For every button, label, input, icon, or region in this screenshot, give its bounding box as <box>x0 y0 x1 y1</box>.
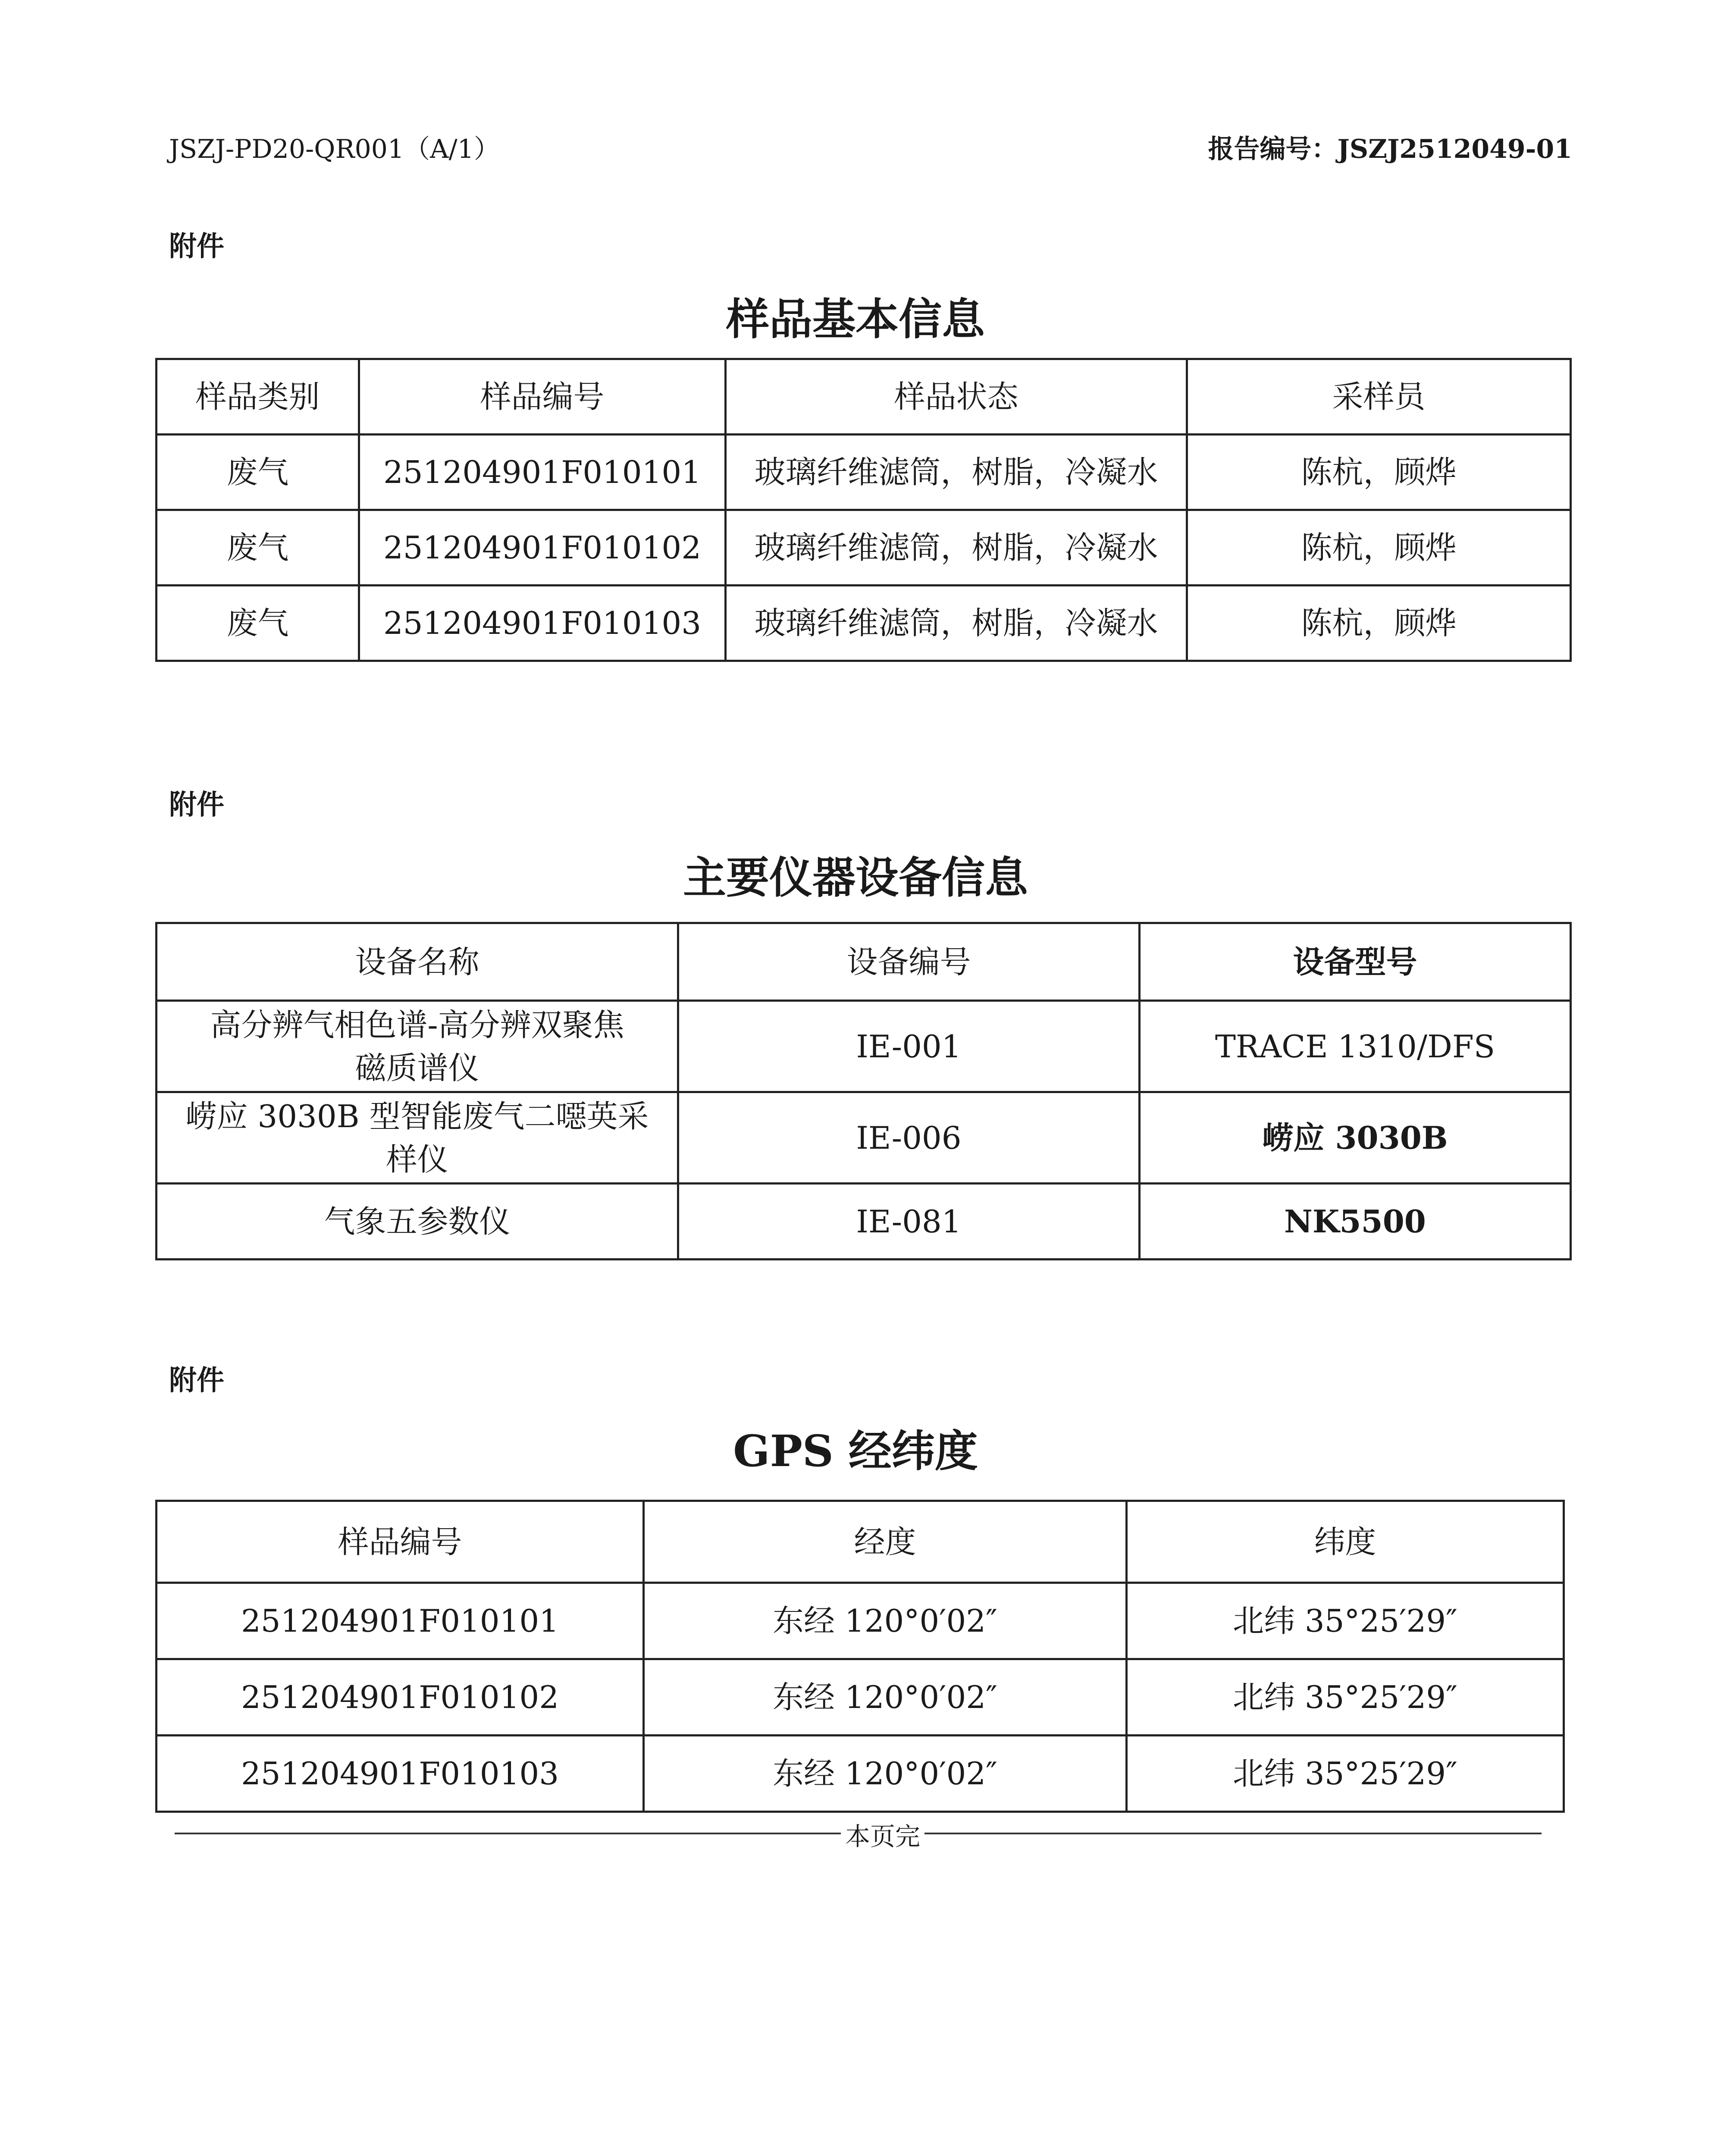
sample-number: 251204901F010101 <box>157 1583 644 1659</box>
attachment-label: 附件 <box>169 231 224 263</box>
table-row <box>157 1659 1564 1736</box>
sample-category: 废气 <box>157 435 359 510</box>
column-header: 样品编号 <box>157 1501 644 1583</box>
sample-info-title: 样品基本信息 <box>726 294 985 345</box>
table-row <box>157 1001 1571 1092</box>
gps-title: GPS 经纬度 <box>733 1426 978 1476</box>
column-header: 样品状态 <box>726 359 1187 435</box>
sample-state: 玻璃纤维滤筒，树脂，冷凝水 <box>726 510 1187 586</box>
table-row <box>157 1736 1564 1812</box>
column-header: 样品编号 <box>359 359 726 435</box>
column-header: 设备型号 <box>1140 923 1571 1001</box>
equipment-name-line: 磁质谱仪 <box>355 1050 479 1086</box>
table-header-row <box>157 359 1571 435</box>
equipment-id: IE-001 <box>678 1001 1140 1092</box>
equipment-model: NK5500 <box>1140 1184 1571 1260</box>
table-row <box>157 1184 1571 1260</box>
sample-number: 251204901F010102 <box>359 510 726 586</box>
table-row <box>157 1092 1571 1184</box>
equipment-name-line: 样仪 <box>386 1141 448 1178</box>
table-header-row <box>157 923 1571 1001</box>
longitude: 东经 120°0′02″ <box>644 1583 1127 1659</box>
sample-info-table <box>155 358 1572 662</box>
table-row <box>157 435 1571 510</box>
table-row <box>157 510 1571 586</box>
equipment-model: TRACE 1310/DFS <box>1140 1001 1571 1092</box>
equipment-model: 崂应 3030B <box>1140 1092 1571 1184</box>
table-row <box>157 586 1571 661</box>
sample-number: 251204901F010103 <box>157 1736 644 1812</box>
sample-number: 251204901F010101 <box>359 435 726 510</box>
sample-number: 251204901F010103 <box>359 586 726 661</box>
column-header: 样品类别 <box>157 359 359 435</box>
sampler: 陈杭，顾烨 <box>1187 510 1571 586</box>
longitude: 东经 120°0′02″ <box>644 1659 1127 1736</box>
latitude: 北纬 35°25′29″ <box>1127 1659 1564 1736</box>
latitude: 北纬 35°25′29″ <box>1127 1736 1564 1812</box>
column-header: 设备名称 <box>157 923 678 1001</box>
equipment-name <box>157 1001 678 1092</box>
latitude: 北纬 35°25′29″ <box>1127 1583 1564 1659</box>
column-header: 经度 <box>644 1501 1127 1583</box>
attachment-label: 附件 <box>169 789 224 821</box>
equipment-info-table <box>155 922 1572 1260</box>
equipment-name-line: 高分辨气相色谱-高分辨双聚焦 <box>210 1006 624 1043</box>
column-header: 采样员 <box>1187 359 1571 435</box>
sample-state: 玻璃纤维滤筒，树脂，冷凝水 <box>726 586 1187 661</box>
sampler: 陈杭，顾烨 <box>1187 586 1571 661</box>
form-code: JSZJ-PD20-QR001（A/1） <box>169 134 500 164</box>
equipment-name-line: 气象五参数仪 <box>324 1203 511 1240</box>
equipment-id: IE-081 <box>678 1184 1140 1260</box>
sample-state: 玻璃纤维滤筒，树脂，冷凝水 <box>726 435 1187 510</box>
longitude: 东经 120°0′02″ <box>644 1736 1127 1812</box>
sample-number: 251204901F010102 <box>157 1659 644 1736</box>
table-row <box>157 1583 1564 1659</box>
equipment-info-title: 主要仪器设备信息 <box>683 852 1028 903</box>
report-number: 报告编号：JSZJ2512049-01 <box>1208 134 1572 164</box>
column-header: 纬度 <box>1127 1501 1564 1583</box>
table-header-row <box>157 1501 1564 1583</box>
equipment-name-line: 崂应 3030B 型智能废气二噁英采 <box>185 1098 649 1134</box>
equipment-name <box>157 1092 678 1184</box>
sampler: 陈杭，顾烨 <box>1187 435 1571 510</box>
column-header: 设备编号 <box>678 923 1140 1001</box>
equipment-id: IE-006 <box>678 1092 1140 1184</box>
gps-table <box>155 1500 1565 1813</box>
sample-category: 废气 <box>157 586 359 661</box>
sample-category: 废气 <box>157 510 359 586</box>
attachment-label: 附件 <box>169 1365 224 1397</box>
equipment-name <box>157 1184 678 1260</box>
page-end-marker: 本页完 <box>841 1816 924 1852</box>
